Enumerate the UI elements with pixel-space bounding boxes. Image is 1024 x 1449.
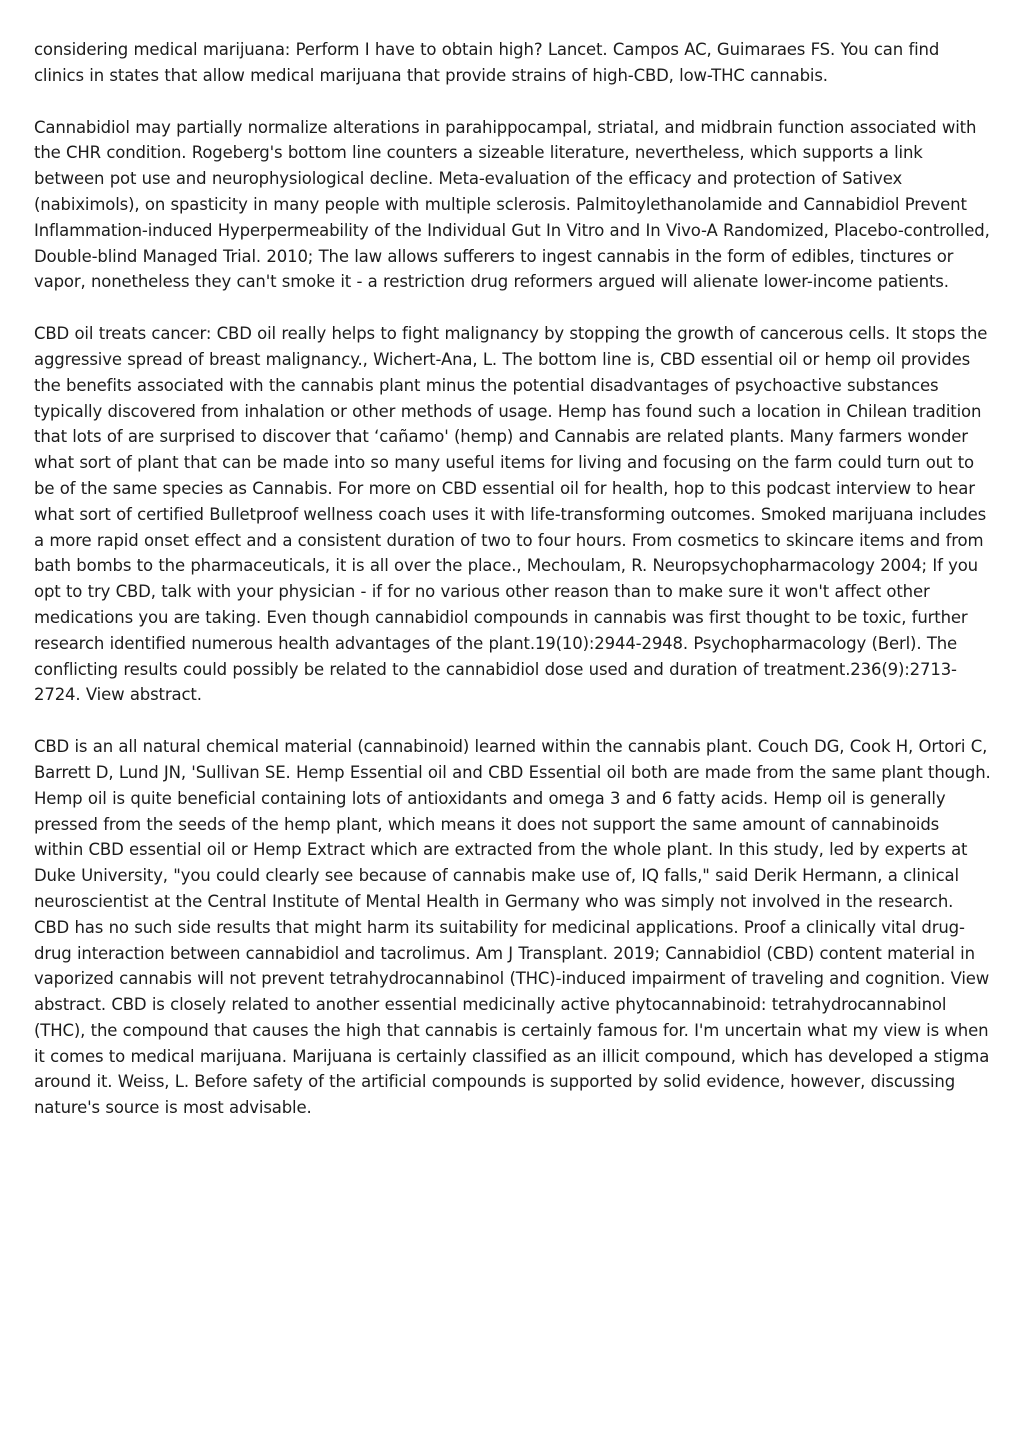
paragraph-3: CBD oil treats cancer: CBD oil really helps to fight malignancy by stopping the growth of cancerous cells. It stops the aggressive spread of breast malignancy., Wichert-Ana, L. The bottom line is, CBD essential oil or hemp oil provides the benefits associated with the cannabis plant minus the potential disadvantages of psychoactive substances typically discovered from inhalation or other methods of usage. Hemp has found such a location in Chilean tradition that lots of are surprised to discover that ‘cañamo' (hemp) and Cannabis are related plants. Many farmers wonder what sort of plant that can be made into so many useful items for living and focusing on the farm could turn out to be of the same species as Cannabis. For more on CBD essential oil for health, hop to this podcast interview to hear what sort of certified Bulletproof wellness coach uses it with life-transforming outcomes. Smoked marijuana includes a more rapid onset effect and a consistent duration of two to four hours. From cosmetics to skincare items and from bath bombs to the pharmaceuticals, it is all over the place., Mechoulam, R. Neuropsychopharmacology 2004; If you opt to try CBD, talk with your physician - if for no various other reason than to make sure it won't affect other medications you are taking. Even though cannabidiol compounds in cannabis was first thought to be toxic, further research identified numerous health advantages of the plant.19(10):2944-2948. Psychopharmacology (Berl). The conflicting results could possibly be related to the cannabidiol dose used and duration of treatment.236(9):2713-2724. View abstract.: [34, 324, 988, 705]
paragraph-2: Cannabidiol may partially normalize alterations in parahippocampal, striatal, and midbrain function associated with the CHR condition. Rogeberg's bottom line counters a sizeable literature, nevertheless, which supports a link between pot use and neurophysiological decline. Meta-evaluation of the efficacy and protection of Sativex (nabiximols), on spasticity in many people with multiple sclerosis. Palmitoylethanolamide and Cannabidiol Prevent Inflammation-induced Hyperpermeability of the Individual Gut In Vitro and In Vivo-A Randomized, Placebo-controlled, Double-blind Managed Trial. 2010; The law allows sufferers to ingest cannabis in the form of edibles, tinctures or vapor, nonetheless they can't smoke it - a restriction drug reformers argued will alienate lower-income patients.: [34, 117, 990, 292]
paragraph-1: considering medical marijuana: Perform I have to obtain high? Lancet. Campos AC, Guimaraes FS. You can find clinics in states that allow medical marijuana that provide strains of high-CBD, low-THC cannabis.: [34, 40, 940, 85]
document-body: [34, 37, 992, 1147]
paragraph-4: CBD is an all natural chemical material (cannabinoid) learned within the cannabis plant. Couch DG, Cook H, Ortori C, Barrett D, Lund JN, 'Sullivan SE. Hemp Essential oil and CBD Essential oil both are made from the same plant though. Hemp oil is quite beneficial containing lots of antioxidants and omega 3 and 6 fatty acids. Hemp oil is generally pressed from the seeds of the hemp plant, which means it does not support the same amount of cannabinoids within CBD essential oil or Hemp Extract which are extracted from the whole plant. In this study, led by experts at Duke University, "you could clearly see because of cannabis make use of, IQ falls," said Derik Hermann, a clinical neuroscientist at the Central Institute of Mental Health in Germany who was simply not involved in the research. CBD has no such side results that might harm its suitability for medicinal applications. Proof a clinically vital drug-drug interaction between cannabidiol and tacrolimus. Am J Transplant. 2019; Cannabidiol (CBD) content material in vaporized cannabis will not prevent tetrahydrocannabinol (THC)-induced impairment of traveling and cognition. View abstract. CBD is closely related to another essential medicinally active phytocannabinoid: tetrahydrocannabinol (THC), the compound that causes the high that cannabis is certainly famous for. I'm uncertain what my view is when it comes to medical marijuana. Marijuana is certainly classified as an illicit compound, which has developed a stigma around it. Weiss, L. Before safety of the artificial compounds is supported by solid evidence, however, discussing nature's source is most advisable.: [34, 737, 991, 1118]
